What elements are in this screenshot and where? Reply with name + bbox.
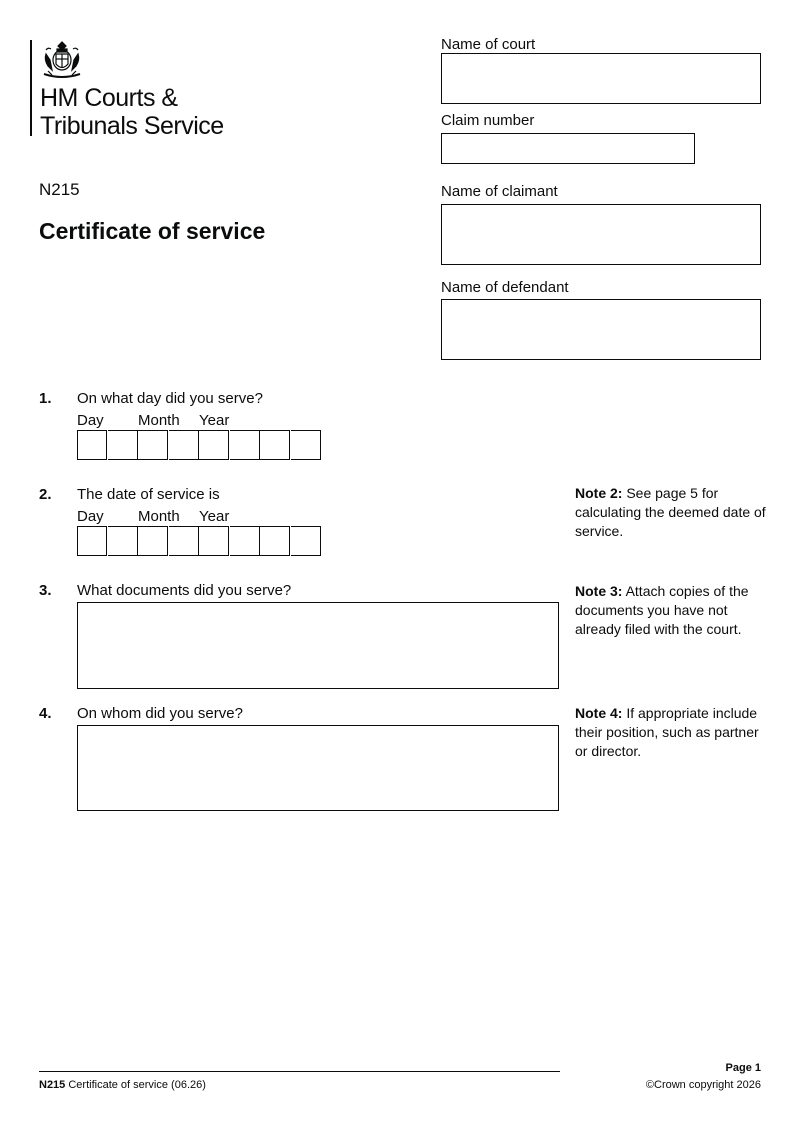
claimant-name-field[interactable] (441, 204, 761, 265)
court-name-label: Name of court (441, 36, 536, 53)
question-4-text: On whom did you serve? (77, 705, 243, 722)
q2-year-digit-2[interactable] (230, 526, 260, 556)
form-title: Certificate of service (39, 218, 266, 244)
question-1-text: On what day did you serve? (77, 390, 263, 407)
q2-year-digit-4[interactable] (291, 526, 321, 556)
q1-month-digit-1[interactable] (138, 430, 168, 460)
q2-year-label: Year (199, 508, 230, 525)
q2-year-digit-1[interactable] (199, 526, 229, 556)
note-4 (575, 704, 770, 761)
org-line-1: HM Courts & (40, 84, 178, 112)
claimant-name-label: Name of claimant (441, 183, 558, 200)
q1-year-digit-3[interactable] (260, 430, 290, 460)
q1-date-input (77, 430, 321, 460)
note-2-text: See page 5 for calculating the deemed date of service. (575, 485, 766, 539)
court-name-field[interactable] (441, 53, 761, 104)
q2-year-digit-3[interactable] (260, 526, 290, 556)
q1-day-digit-2[interactable] (108, 430, 138, 460)
question-1-number: 1. (39, 390, 52, 407)
q1-year-digit-1[interactable] (199, 430, 229, 460)
person-served-field[interactable] (77, 725, 559, 811)
org-line-2: Tribunals Service (40, 112, 224, 140)
logo-divider (30, 40, 32, 136)
q1-year-label: Year (199, 412, 230, 429)
page-number: Page 1 (725, 1062, 761, 1074)
q2-day-label: Day (77, 508, 104, 525)
q2-month-label: Month (138, 508, 180, 525)
defendant-name-field[interactable] (441, 299, 761, 360)
question-3-number: 3. (39, 582, 52, 599)
question-4-number: 4. (39, 705, 52, 722)
footer-form-reference (39, 1079, 206, 1091)
footer-form-code: N215 (39, 1079, 66, 1091)
note-2-label: Note 2: (575, 485, 623, 501)
q2-month-digit-1[interactable] (138, 526, 168, 556)
documents-served-field[interactable] (77, 602, 559, 689)
footer-form-desc: Certificate of service (06.26) (65, 1079, 206, 1091)
footer-divider (39, 1071, 560, 1072)
claim-number-label: Claim number (441, 112, 535, 129)
note-2 (575, 484, 770, 541)
q1-year-digit-4[interactable] (291, 430, 321, 460)
copyright-notice: ©Crown copyright 2026 (645, 1079, 761, 1091)
note-4-label: Note 4: (575, 705, 623, 721)
question-2-text: The date of service is (77, 486, 220, 503)
organisation-name (40, 84, 224, 140)
q2-date-input (77, 526, 321, 556)
note-4-text: If appropriate include their position, such as partner or director. (575, 705, 759, 759)
q2-day-digit-2[interactable] (108, 526, 138, 556)
defendant-name-label: Name of defendant (441, 279, 569, 296)
note-3-label: Note 3: (575, 583, 623, 599)
q2-month-digit-2[interactable] (169, 526, 199, 556)
question-3-text: What documents did you serve? (77, 582, 292, 599)
royal-crest-icon (40, 40, 84, 80)
question-2-number: 2. (39, 486, 52, 503)
q1-year-digit-2[interactable] (230, 430, 260, 460)
q1-day-label: Day (77, 412, 104, 429)
note-3-text: Attach copies of the documents you have not already filed with the court. (575, 583, 749, 637)
q2-day-digit-1[interactable] (77, 526, 107, 556)
q1-month-label: Month (138, 412, 180, 429)
q1-day-digit-1[interactable] (77, 430, 107, 460)
q1-month-digit-2[interactable] (169, 430, 199, 460)
note-3 (575, 582, 770, 639)
form-code: N215 (39, 180, 80, 199)
claim-number-field[interactable] (441, 133, 695, 164)
